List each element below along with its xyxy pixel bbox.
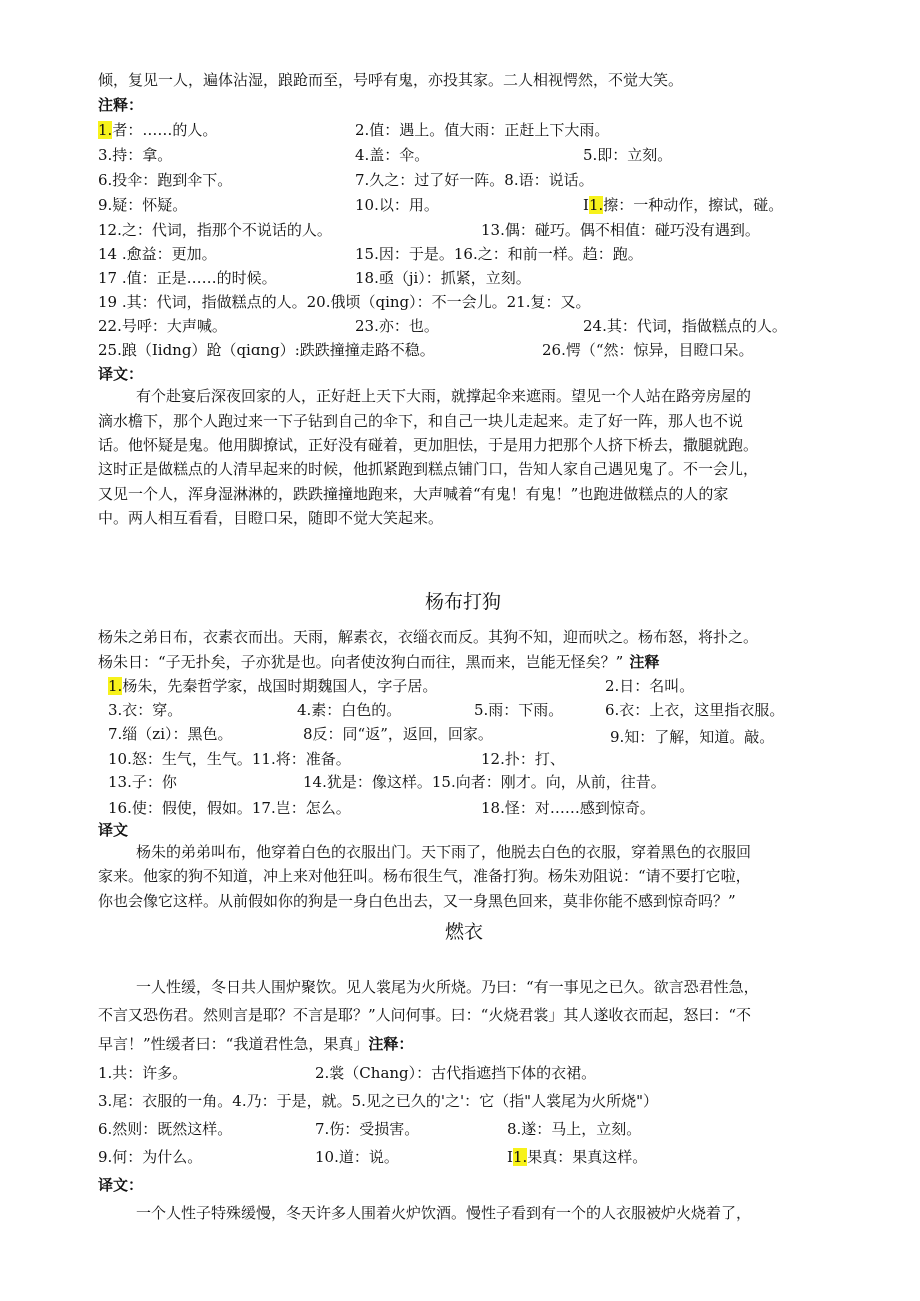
yangbu-note-5: 5.雨：下雨。: [474, 701, 564, 719]
ghost-note-3: 3.持：拿。: [98, 146, 173, 164]
ranyi-note-1: 1.共：许多。: [98, 1064, 188, 1082]
ghost-note-19: 19 .其：代词，指做糕点的人。20.俄顷（qing）：不一会儿。21.复：又。: [98, 293, 591, 311]
yangbu-trans-line: 你也会像它这样。从前假如你的狗是一身白色出去，又一身黑色回来，莫非你能不感到惊奇吗？”: [98, 892, 736, 910]
yangbu-note-6: 6.衣：上衣，这里指衣服。: [605, 701, 785, 719]
ghost-note-5: 5.即：立刻。: [583, 146, 673, 164]
yangbu-trans-line: 家来。他家的狗不知道，冲上来对他狂叫。杨布很生气，准备打狗。杨朱劝阻说：“请不要打它啦，: [98, 867, 751, 885]
ghost-note-18: 18.亟（ji）：抓紧，立刻。: [355, 269, 531, 287]
yangbu-note-12: 12.扑：打、: [481, 750, 565, 768]
ranyi-trans-line: 一个人性子特殊缓慢，冬天许多人围着火炉饮酒。慢性子看到有一个的人衣服被炉火烧着了，: [136, 1204, 752, 1222]
ghost-trans-line: 又见一个人，浑身湿淋淋的，跌跌撞撞地跑来，大声喊着“有鬼！有鬼！”也跑进做糕点的人的家: [98, 485, 729, 503]
ranyi-text-line: 早言！”性缓者曰：“我道君性急，果真」注释：: [98, 1035, 414, 1053]
yangbu-note-7: 7.缁（zi）：黑色。: [108, 725, 233, 743]
ghost-notes-heading: 注释：: [98, 96, 144, 114]
ghost-note-15: 15.因：于是。16.之：和前一样。趋：跑。: [355, 245, 643, 263]
ghost-note-22: 22.号呼：大声喊。: [98, 317, 227, 335]
ghost-note-4: 4.盖：伞。: [355, 146, 430, 164]
yangbu-trans-heading: 译文: [98, 821, 129, 839]
ghost-note-1: 1.者：……的人。: [98, 121, 218, 139]
yangbu-note-13: 13.子：你: [108, 773, 177, 791]
ghost-note-9: 9.疑：怀疑。: [98, 196, 188, 214]
highlight-mark: 1.: [108, 677, 123, 695]
ghost-note-7: 7.久之：过了好一阵。8.语：说话。: [355, 171, 594, 189]
yangbu-note-16: 16.使：假使，假如。17.岂：怎么。: [108, 799, 351, 817]
yangbu-note-18: 18.怪：对……感到惊奇。: [481, 799, 655, 817]
ranyi-text-line: 不言又恐伤君。然则言是耶？不言是耶？”人问何事。曰：“火烧君裳」其人遂收衣而起，怒曰：“不: [98, 1006, 752, 1024]
ghost-note-25: 25.踉（Iidng）跄（qiɑng）:跌跌撞撞走路不稳。: [98, 341, 435, 359]
yangbu-note-4: 4.素：白色的。: [297, 701, 402, 719]
ghost-note-26: 26.愕（“然：惊异，目瞪口呆。: [542, 341, 754, 359]
highlight-mark: 1.: [512, 1148, 528, 1166]
ranyi-trans-heading: 译文：: [98, 1176, 144, 1194]
highlight-mark: 1.: [588, 196, 604, 214]
ghost-trans-line: 中。两人相互看看，目瞪口呆，随即不觉大笑起来。: [98, 509, 444, 527]
ranyi-note-6: 6.然则：既然这样。: [98, 1120, 233, 1138]
yangbu-note-9: 9.知：了解，知道。敲。: [610, 728, 775, 746]
ghost-note-6: 6.投伞：跑到伞下。: [98, 171, 233, 189]
ghost-note-2: 2.值：遇上。值大雨：正赶上下大雨。: [355, 121, 610, 139]
yangbu-note-3: 3.衣：穿。: [108, 701, 183, 719]
ghost-top-line: 倾，复见一人，遍体沾湿，踉跄而至，号呼有鬼，亦投其家。二人相视愕然，不觉大笑。: [98, 71, 684, 89]
ghost-note-10: 10.以：用。: [355, 196, 439, 214]
ghost-note-17: 17 .值：正是……的时候。: [98, 269, 277, 287]
ghost-trans-line: 话。他怀疑是鬼。他用脚撩试，正好没有碰着，更加胆怯，于是用力把那个人挤下桥去，撒腿就跑。: [98, 436, 759, 454]
ghost-trans-line: 滴水檐下，那个人跑过来一下子钻到自己的伞下，和自己一块儿走起来。走了好一阵，那人也不说: [98, 412, 744, 430]
ghost-trans-line: 有个赴宴后深夜回家的人，正好赶上天下大雨，就撑起伞来遮雨。望见一个人站在路旁房屋的: [136, 387, 752, 405]
ranyi-note-10: 10.道：说。: [315, 1148, 399, 1166]
ranyi-note-11: I1.果真：果真这样。: [507, 1148, 648, 1166]
ranyi-note-2: 2.裳（Chang）：古代指遮挡下体的衣裙。: [315, 1064, 597, 1082]
section-title-yangbu: 杨布打狗: [425, 591, 502, 613]
ranyi-note-7: 7.伤：受损害。: [315, 1120, 420, 1138]
ghost-note-14: 14 .愈益：更加。: [98, 245, 217, 263]
ranyi-note-8: 8.遂：马上，立刻。: [507, 1120, 642, 1138]
highlight-mark: 1.: [98, 121, 113, 139]
ghost-note-23: 23.亦：也。: [355, 317, 439, 335]
ranyi-text-line: 一人性缓，冬日共人围炉聚饮。见人裳尾为火所烧。乃曰：“有一事见之已久。欲言恐君性急，: [136, 978, 759, 996]
ghost-trans-heading: 译文：: [98, 365, 144, 383]
yangbu-note-1: 1.杨朱，先秦哲学家，战国时期魏国人，字子居。: [108, 677, 438, 695]
yangbu-text-line: 杨朱日：“子无扑矣，子亦犹是也。向者使汝狗白而往，黑而来，岂能无怪矣？” 注释: [98, 653, 660, 671]
ranyi-note-9: 9.何：为什么。: [98, 1148, 203, 1166]
section-title-ranyi: 燃衣: [445, 921, 484, 943]
ghost-note-24: 24.其：代词，指做糕点的人。: [583, 317, 787, 335]
ghost-note-11: I1.擦：一种动作，擦试，碰。: [583, 196, 784, 214]
yangbu-note-10: 10.怒：生气，生气。11.将：准备。: [108, 750, 351, 768]
ghost-note-13: 13.偶：碰巧。偶不相值：碰巧没有遇到。: [481, 221, 760, 239]
ranyi-note-3: 3.尾：衣服的一角。4.乃：于是，就。5.见之已久的'之'：它（指"人裳尾为火所烧"）: [98, 1092, 658, 1110]
yangbu-notes-heading: 注释: [629, 653, 660, 671]
ghost-trans-line: 这时正是做糕点的人清早起来的时候，他抓紧跑到糕点铺门口，告知人家自己遇见鬼了。不一会儿，: [98, 460, 759, 478]
yangbu-note-2: 2.日：名叫。: [605, 677, 695, 695]
yangbu-note-14: 14.犹是：像这样。15.向者：刚才。向，从前，往昔。: [303, 773, 666, 791]
yangbu-text-line: 杨朱之弟日布，衣素衣而出。天雨，解素衣，衣缁衣而反。其狗不知，迎而吠之。杨布怒，将扑之。: [98, 628, 759, 646]
ranyi-notes-heading: 注释：: [368, 1035, 414, 1053]
yangbu-trans-line: 杨朱的弟弟叫布，他穿着白色的衣服出门。天下雨了，他脱去白色的衣服，穿着黑色的衣服回: [136, 843, 752, 861]
yangbu-note-8: 8反：同“返”，返回，回家。: [303, 725, 493, 743]
ghost-note-12: 12.之：代词，指那个不说话的人。: [98, 221, 332, 239]
